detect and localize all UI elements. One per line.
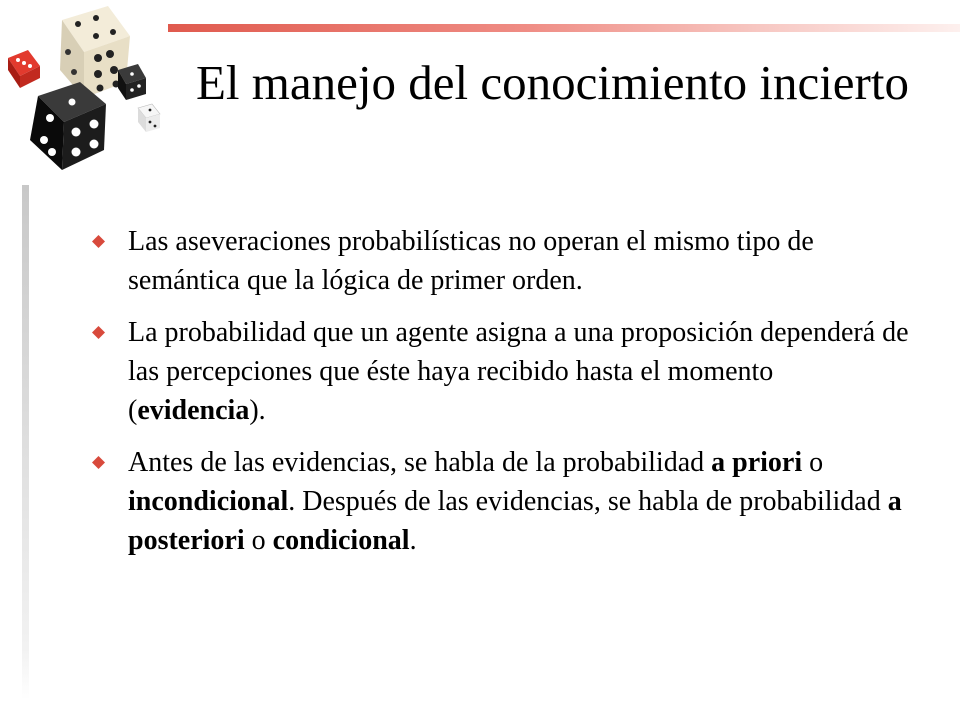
bullet-text: Antes de las evidencias, se habla de la probabilidad xyxy=(128,447,712,478)
bold-term: incondicional xyxy=(128,486,289,517)
bullet-item xyxy=(92,443,912,560)
small-black-die-icon xyxy=(118,64,146,100)
top-accent-rule xyxy=(168,24,960,32)
slide-title: El manejo del conocimiento incierto xyxy=(196,55,909,110)
diamond-bullet-icon xyxy=(92,235,105,248)
bullet-item xyxy=(92,222,912,300)
bullet-list xyxy=(92,222,912,573)
bullet-text: . Después de las evidencias, se habla de probabilidad xyxy=(288,486,888,517)
bullet-text: . xyxy=(409,525,417,556)
diamond-bullet-icon xyxy=(92,456,105,469)
bullet-text: o xyxy=(244,525,273,556)
bullet-item xyxy=(92,313,912,430)
bold-term: a priori xyxy=(711,447,803,478)
left-side-rule xyxy=(22,185,29,700)
diamond-bullet-icon xyxy=(92,326,105,339)
bold-term: a posteriori xyxy=(128,486,902,556)
bullet-text: ). xyxy=(249,395,266,426)
bullet-text: o xyxy=(802,447,824,478)
large-black-die-icon xyxy=(30,82,106,170)
red-die-icon xyxy=(8,50,40,88)
bold-term: condicional xyxy=(272,525,410,556)
bullet-text: La probabilidad que un agente asigna a una proposición dependerá de las percepciones que éste haya recibido hasta el momento ( xyxy=(128,317,909,426)
bullet-text: Las aseveraciones probabilísticas no operan el mismo tipo de semántica que la lógica de primer orden. xyxy=(128,226,814,296)
dice-icon xyxy=(0,0,175,180)
bold-term: evidencia xyxy=(137,395,250,426)
small-white-die-icon xyxy=(138,104,160,132)
